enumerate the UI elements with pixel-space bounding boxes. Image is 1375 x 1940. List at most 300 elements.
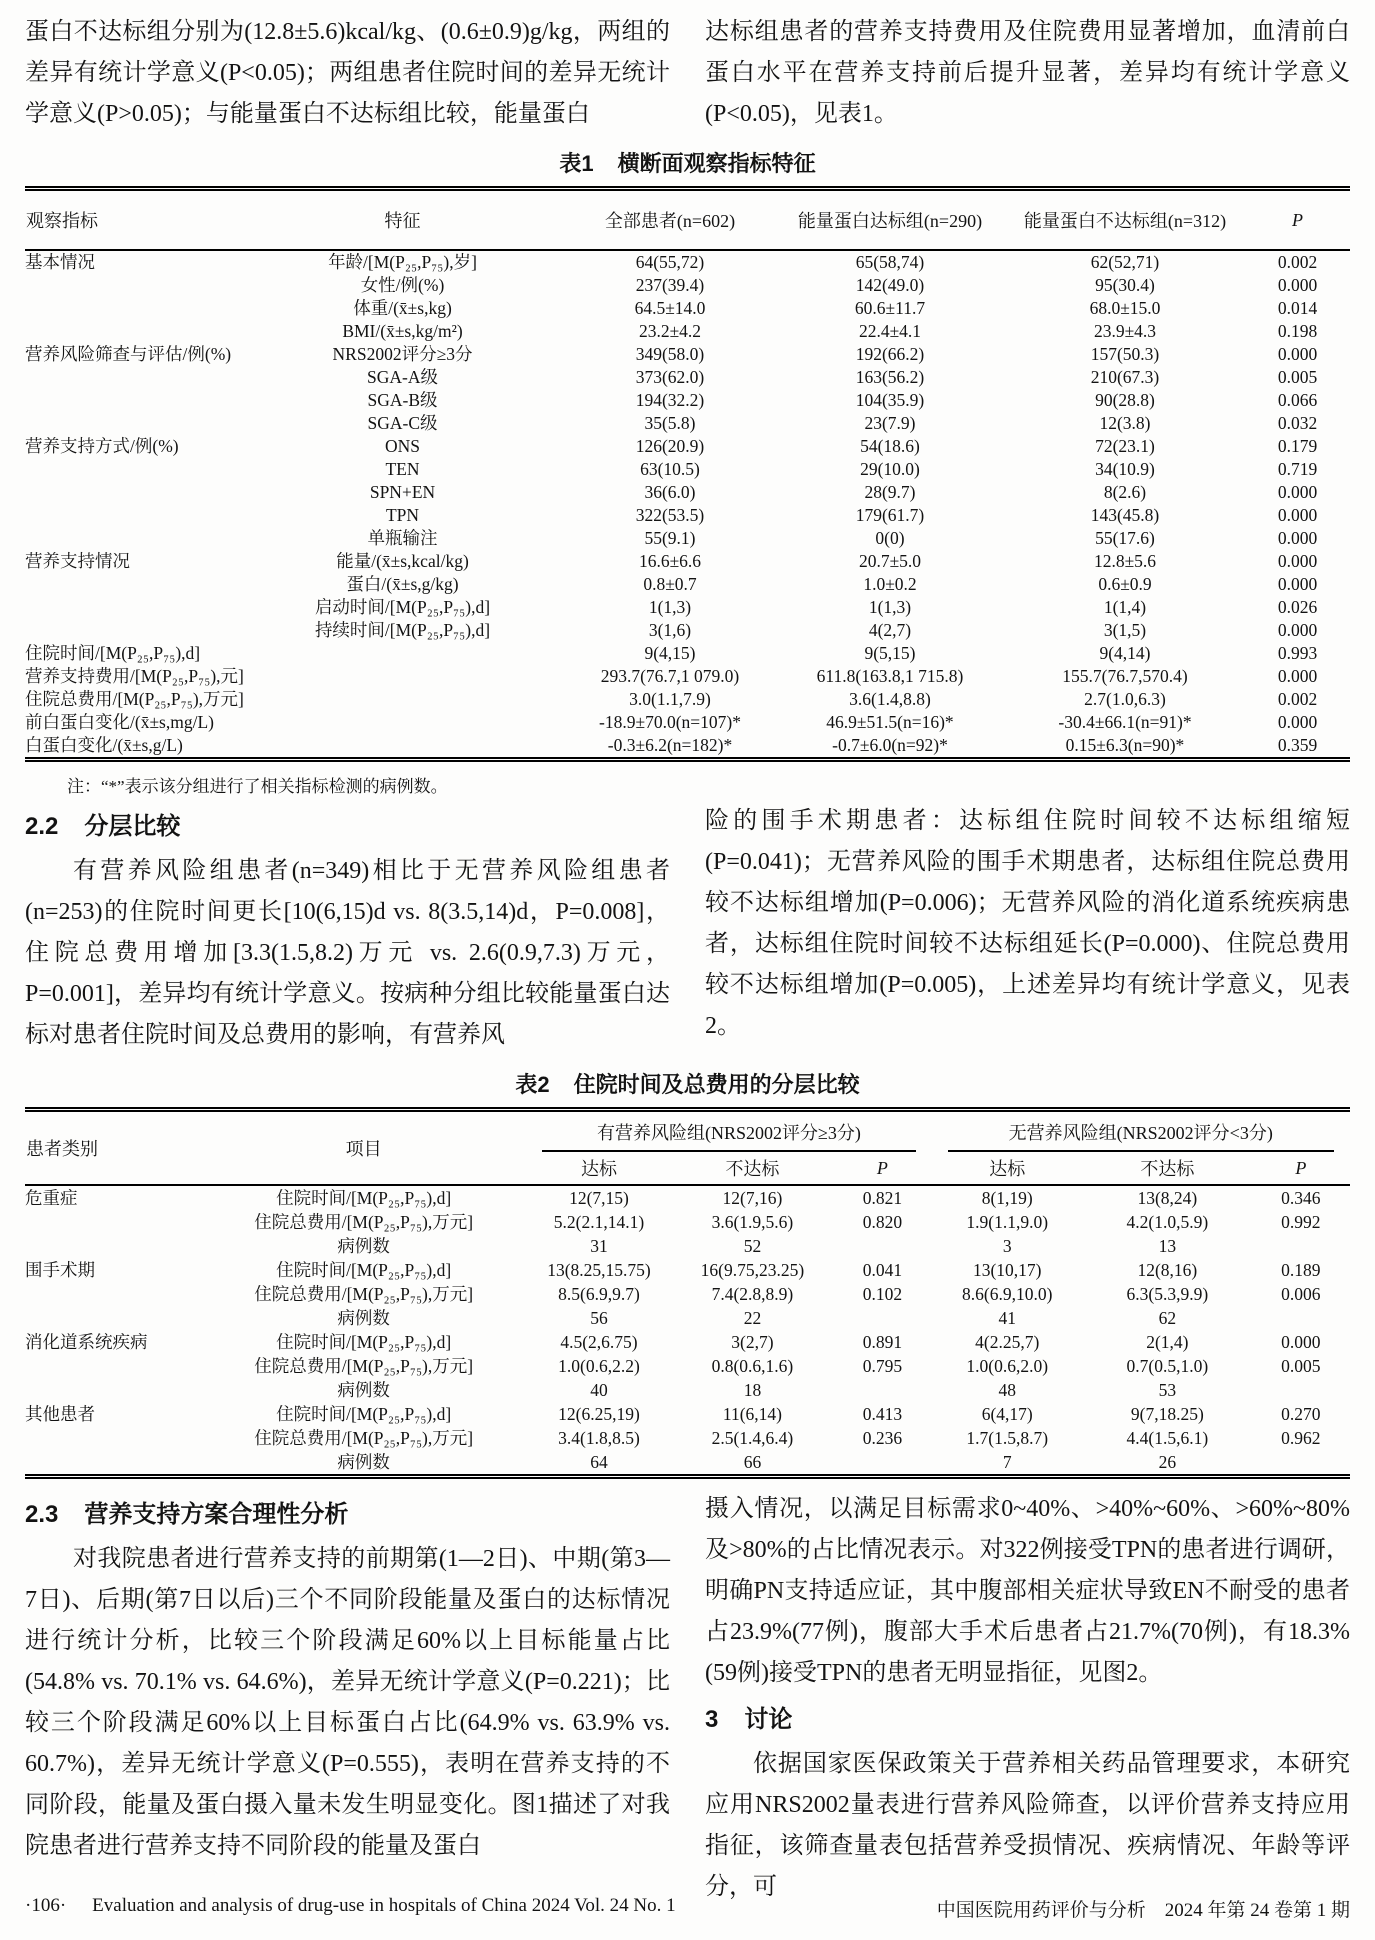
table1-row (25, 573, 1350, 596)
table2-cell: 0.891 (862, 1332, 903, 1352)
table1-cell: 237(39.4) (635, 275, 705, 295)
table1-cell: 3.6(1.4,8.8) (849, 689, 931, 709)
table1-cell (25, 412, 240, 435)
table1-cell: 女性/例(%) (360, 275, 445, 295)
table2-cell: 8(1,19) (981, 1188, 1033, 1208)
table1-cell: 55(9.1) (644, 528, 696, 548)
table2-cell: 3.4(1.8,8.5) (558, 1428, 640, 1448)
table1-cell: 0.005 (1277, 367, 1318, 387)
table1-row (25, 550, 1350, 573)
table2-cell: 48 (998, 1380, 1016, 1400)
table1-cell: 0.000 (1277, 551, 1318, 571)
table1-row (25, 619, 1350, 642)
table1-cell: 住院时间/[M(P₂₅,P₇₅),d] (25, 643, 201, 663)
table1-cell: 能量/(x̄±s,kcal/kg) (336, 551, 469, 571)
table2-cell: 1.7(1.5,8.7) (966, 1428, 1049, 1448)
table1-cell: 35(5.8) (644, 413, 696, 433)
table2-cell: 4(2.25,7) (975, 1332, 1040, 1352)
footer-journal-chinese: 中国医院用药评价与分析 2024 年第 24 卷第 1 期 (936, 1900, 1350, 1921)
section-3-paragraph: 依据国家医保政策关于营养相关药品管理要求，本研究应用NRS2002量表进行营养风险筛查，以评价营养支持应用指征，该筛查量表包括营养受损情况、疾病情况、年龄等评分，可 (705, 1751, 1350, 1900)
table1-cell: 373(62.0) (635, 367, 705, 387)
table2-cell: 0.8(0.6,1.6) (711, 1356, 794, 1376)
table1-cell: 64(55,72) (635, 252, 705, 272)
table2-cell: 4.5(2,6.75) (560, 1332, 638, 1352)
table1-cell: 55(17.6) (1095, 528, 1155, 548)
table1-cell (240, 642, 565, 665)
table2-cell: 0.006 (1281, 1284, 1321, 1304)
section-3-heading (705, 1700, 1350, 1740)
table2-cell: 住院时间/[M(P₂₅,P₇₅),d] (276, 1260, 452, 1280)
table2-cell (833, 1306, 931, 1330)
table2-cell: 31 (590, 1236, 608, 1256)
table1-row (25, 250, 1350, 274)
table1-cell (25, 389, 240, 412)
table1-cell (25, 366, 240, 389)
table1-cell: 46.9±51.5(n=16)* (826, 712, 954, 732)
table2-sub-达标-2: 达标 (932, 1152, 1083, 1185)
table1-cell: 营养支持情况 (25, 551, 130, 571)
table1-cell: 0(0) (875, 528, 905, 548)
page-footer (25, 1895, 1350, 1922)
table2-cell: 0.346 (1281, 1188, 1321, 1208)
table2-row (25, 1378, 1350, 1402)
table1-cell: 64.5±14.0 (634, 298, 706, 318)
table1-cell: 62(52,71) (1090, 252, 1160, 272)
table1-row (25, 366, 1350, 389)
table1-cell: 启动时间/[M(P₂₅,P₇₅),d] (314, 597, 491, 617)
footer-journal-english: Evaluation and analysis of drug-use in hospitals of China 2024 Vol. 24 No. 1 (92, 1895, 676, 1916)
table1-cell: 157(50.3) (1090, 344, 1160, 364)
section-2-3-right-paragraph: 摄入情况，以满足目标需求0~40%、>40%~60%、>60%~80%及>80%的占比情况表示。对322例接受TPN的患者进行调研，明确PN支持适应证，其中腹部相关症状导致EN不耐受的患者占23.9%(77例)，腹部大手术后患者占21.7%(70例)，有18.3%(59例)接受TPN的患者无明显指征，见图2。 (705, 1496, 1350, 1686)
table1-row (25, 665, 1350, 688)
section-2-2-heading (25, 807, 670, 847)
table2-cell: 3.6(1.9,5.6) (711, 1212, 794, 1232)
table1-cell: 23.2±4.2 (638, 321, 702, 341)
table2-cell: 8.6(6.9,10.0) (962, 1284, 1053, 1304)
table1-cell: 0.032 (1277, 413, 1318, 433)
table2-category-cell (25, 1450, 201, 1477)
table1-cell: 163(56.2) (855, 367, 925, 387)
table1-cell (25, 527, 240, 550)
table1-cell: 9(4,15) (644, 643, 696, 663)
table1-cell: TPN (385, 505, 420, 525)
section-2-3-title: 营养支持方案合理性分析 (84, 1501, 349, 1528)
table2-cell (1252, 1306, 1350, 1330)
table1-body (25, 250, 1350, 760)
table1-cell: 3(1,6) (648, 620, 692, 640)
table1-cell: 12.8±5.6 (1093, 551, 1157, 571)
table1-cell: 0.066 (1277, 390, 1318, 410)
table1-row (25, 504, 1350, 527)
table2-cell: 52 (743, 1236, 762, 1256)
table2-number: 表2 (515, 1072, 550, 1097)
table2-cell: 0.962 (1281, 1428, 1321, 1448)
table1-cell: 9(5,15) (864, 643, 916, 663)
table2-cell: 13(8.25,15.75) (547, 1260, 651, 1280)
table1-cell: 0.8±0.7 (643, 574, 697, 594)
table1-cell (25, 573, 240, 596)
table1-cell: 营养风险筛查与评估/例(%) (25, 344, 232, 364)
table1-cell: 16.6±6.6 (638, 551, 702, 571)
table1-cell: 349(58.0) (635, 344, 705, 364)
table1-cell: 0.15±6.3(n=90)* (1065, 735, 1185, 755)
table2-body (25, 1185, 1350, 1477)
table1-cell: -30.4±66.1(n=91)* (1058, 712, 1192, 732)
table1-row (25, 711, 1350, 734)
table1-cell (240, 665, 565, 688)
table2-group-without-risk: 无营养风险组(NRS2002评分<3分) (932, 1110, 1351, 1153)
table1-cell: 22.4±4.1 (858, 321, 922, 341)
table1-cell: 23.9±4.3 (1093, 321, 1157, 341)
table2-cell: 6.3(5.3,9.9) (1126, 1284, 1209, 1304)
table1-row (25, 527, 1350, 550)
table1-cell: 0.359 (1277, 735, 1318, 755)
table1-cell: 0.002 (1277, 252, 1318, 272)
table2-cell: 1.0(0.6,2.2) (558, 1356, 640, 1376)
table2-cell: 12(8,16) (1137, 1260, 1198, 1280)
table1-cell: 年龄/[M(P₂₅,P₇₅),岁] (328, 252, 477, 272)
table2-cell: 病例数 (337, 1380, 390, 1400)
table1-cell: TEN (385, 459, 420, 479)
table1-cell: 142(49.0) (855, 275, 925, 295)
table2-cell: 8.5(6.9,9.7) (558, 1284, 640, 1304)
table1-cell: 0.179 (1277, 436, 1318, 456)
table2-cell: 2(1,4) (1146, 1332, 1189, 1352)
table1-cell: -0.3±6.2(n=182)* (607, 735, 733, 755)
table1-cell: 63(10.5) (640, 459, 700, 479)
table1-cell (25, 297, 240, 320)
table2-sub-p-2: P (1252, 1152, 1350, 1185)
table1-cell: 0.000 (1277, 712, 1318, 732)
table2-cell: 住院总费用/[M(P₂₅,P₇₅),万元] (254, 1212, 474, 1232)
table1-cell: 前白蛋白变化/(x̄±s,mg/L) (25, 712, 214, 732)
table1-cell: 体重/(x̄±s,kg) (353, 298, 452, 318)
table2-cell: 56 (590, 1308, 608, 1328)
table1-cell: 住院总费用/[M(P₂₅,P₇₅),万元] (25, 689, 244, 709)
table1-cell: 1(1,3) (648, 597, 692, 617)
table2-cell: 2.5(1.4,6.4) (711, 1428, 794, 1448)
table1-cell: 3(1,5) (1103, 620, 1147, 640)
table1-cell: 12(3.8) (1099, 413, 1151, 433)
table2-sub-p-1: P (833, 1152, 931, 1185)
table1-cell: SPN+EN (369, 482, 436, 502)
top-paragraph-right: 达标组患者的营养支持费用及住院费用显著增加，血清前白蛋白水平在营养支持前后提升显著，差异均有统计学意义(P<0.05)，见表1。 (705, 19, 1350, 127)
table1-cell (25, 596, 240, 619)
table2-cell: 病例数 (337, 1452, 390, 1472)
table2-category-cell (25, 1426, 201, 1450)
table2-cell: 0.189 (1281, 1260, 1321, 1280)
table2-row (25, 1234, 1350, 1258)
table2-cell: 0.041 (862, 1260, 903, 1280)
table2-cell: 13(10,17) (972, 1260, 1042, 1280)
table2-cell (833, 1450, 931, 1477)
table2-row (25, 1402, 1350, 1426)
table1-cell: 0.014 (1277, 298, 1318, 318)
table2-cell: 12(7,16) (722, 1188, 783, 1208)
table1-cell: 9(4,14) (1099, 643, 1151, 663)
table2-cell: 3(2,7) (731, 1332, 774, 1352)
table2-category-cell (25, 1282, 201, 1306)
table2-cell: 7.4(2.8,8.9) (711, 1284, 794, 1304)
table1-cell: 90(28.8) (1095, 390, 1155, 410)
table1-cell (240, 688, 565, 711)
table1-cell: 蛋白/(x̄±s,g/kg) (346, 574, 459, 594)
table2-cell (1252, 1450, 1350, 1477)
footer-page-number: ·106· (25, 1895, 67, 1916)
table1-cell (25, 619, 240, 642)
table2-row (25, 1330, 1350, 1354)
table1-cell: ONS (384, 436, 420, 456)
table2-row (25, 1258, 1350, 1282)
section-2-2-right-paragraph: 险的围手术期患者：达标组住院时间较不达标组缩短(P=0.041)；无营养风险的围手术期患者，达标组住院总费用较不达标组增加(P=0.006)；无营养风险的消化道系统疾病患者，达标组住院时间较不达标组延长(P=0.000)、住院总费用较不达标组增加(P=0.005)，上述差异均有统计学意义，见表2。 (705, 808, 1350, 1039)
table2-cell: 64 (590, 1452, 608, 1472)
table2-category-cell: 其他患者 (25, 1404, 95, 1424)
table1-title (25, 147, 1350, 178)
table1-cell: 1(1,3) (868, 597, 912, 617)
table1-cell: 0.000 (1277, 344, 1318, 364)
table2-cell: 66 (743, 1452, 762, 1472)
table2-row (25, 1306, 1350, 1330)
table1-cell: 0.026 (1277, 597, 1318, 617)
table1-col-feature: 特征 (240, 189, 565, 251)
table1-cell: 20.7±5.0 (858, 551, 922, 571)
table2-row (25, 1282, 1350, 1306)
table2-cell: 0.821 (862, 1188, 903, 1208)
table2-sub-不达标-1: 不达标 (672, 1152, 834, 1185)
table1-cell: 0.000 (1277, 620, 1318, 640)
table2-title (25, 1068, 1350, 1099)
table1-cell: 179(61.7) (855, 505, 925, 525)
table2-cell: 0.795 (862, 1356, 903, 1376)
table2-cell: 0.236 (862, 1428, 903, 1448)
table2-cell: 4.2(1.0,5.9) (1126, 1212, 1209, 1232)
table2-col-item: 项目 (201, 1110, 526, 1186)
table2-row (25, 1450, 1350, 1477)
table1-row (25, 343, 1350, 366)
table1-cell: 293.7(76.7,1 079.0) (600, 666, 740, 686)
table1-cell: 611.8(163.8,1 715.8) (816, 666, 964, 686)
table2-col-category: 患者类别 (25, 1110, 201, 1186)
table1-row (25, 734, 1350, 760)
table2-category-cell (25, 1210, 201, 1234)
table2-cell: 0.005 (1281, 1356, 1321, 1376)
table1-cell: SGA-A级 (367, 367, 438, 387)
table1-cell: NRS2002评分≥3分 (332, 344, 473, 364)
section-2-2-left-paragraph: 有营养风险组患者(n=349)相比于无营养风险组患者(n=253)的住院时间更长[10(6,15)d vs. 8(3.5,14)d，P=0.008]，住院总费用增加[3.3(1.5,8.2)万元 vs. 2.6(0.9,7.3)万元，P=0.001]，差异均有统计学意义。按病种分组比较能量蛋白达标对患者住院时间及总费用的影响，有营养风 (25, 858, 670, 1048)
table1-cell: 192(66.2) (855, 344, 925, 364)
table2-category-cell (25, 1378, 201, 1402)
table2-cell: 0.992 (1281, 1212, 1321, 1232)
table1-row (25, 297, 1350, 320)
table2-sub-不达标-2: 不达标 (1083, 1152, 1252, 1185)
table2-cell: 住院时间/[M(P₂₅,P₇₅),d] (276, 1332, 452, 1352)
table1 (25, 186, 1350, 762)
table2-category-cell: 围手术期 (25, 1260, 95, 1280)
table1-row (25, 688, 1350, 711)
table2-row (25, 1426, 1350, 1450)
table1-cell: 0.000 (1277, 528, 1318, 548)
table1-caption: 横断面观察指标特征 (617, 151, 816, 176)
table2-cell: 1.0(0.6,2.0) (966, 1356, 1049, 1376)
table1-cell: SGA-B级 (367, 390, 438, 410)
table2-cell: 住院时间/[M(P₂₅,P₇₅),d] (276, 1188, 452, 1208)
table1-cell: 54(18.6) (860, 436, 920, 456)
table1-cell: 322(53.5) (635, 505, 705, 525)
table2-cell: 病例数 (337, 1236, 390, 1256)
table1-cell (25, 481, 240, 504)
table2-row (25, 1185, 1350, 1210)
table2-cell: 13(8,24) (1137, 1188, 1198, 1208)
table1-cell: 104(35.9) (855, 390, 925, 410)
table1-row (25, 642, 1350, 665)
table1-cell: 126(20.9) (635, 436, 705, 456)
table1-row (25, 320, 1350, 343)
table2-cell: 11(6,14) (722, 1404, 782, 1424)
table2-cell: 住院时间/[M(P₂₅,P₇₅),d] (276, 1404, 452, 1424)
table1-cell: 194(32.2) (635, 390, 705, 410)
table1-header-row (25, 189, 1350, 251)
table1-cell: -18.9±70.0(n=107)* (599, 712, 741, 732)
table1-cell: 0.6±0.9 (1098, 574, 1152, 594)
table1-row (25, 274, 1350, 297)
top-text-columns (25, 12, 1350, 135)
table2-cell: 41 (998, 1308, 1016, 1328)
table2-cell (1252, 1234, 1350, 1258)
table2-cell: 5.2(2.1,14.1) (553, 1212, 645, 1232)
table2-category-cell: 危重症 (25, 1188, 78, 1208)
table1-cell: 28(9.7) (864, 482, 916, 502)
table1-row (25, 458, 1350, 481)
table1-cell: 29(10.0) (860, 459, 920, 479)
table1-cell: 68.0±15.0 (1089, 298, 1161, 318)
table1-cell: 营养支持方式/例(%) (25, 436, 179, 456)
table2-category-cell (25, 1306, 201, 1330)
table1-cell: 1.0±0.2 (863, 574, 917, 594)
table1-cell (25, 458, 240, 481)
table2-cell: 0.820 (862, 1212, 903, 1232)
section-2-2-title: 分层比较 (84, 813, 181, 840)
table1-cell: 0.000 (1277, 505, 1318, 525)
table2 (25, 1107, 1350, 1479)
table1-cell (25, 320, 240, 343)
table1-cell: 单瓶输注 (367, 528, 438, 548)
table2-cell: 住院总费用/[M(P₂₅,P₇₅),万元] (254, 1428, 474, 1448)
table2-cell: 0.000 (1281, 1332, 1321, 1352)
table2-cell: 16(9.75,23.25) (700, 1260, 805, 1280)
table1-cell: 60.6±11.7 (854, 298, 926, 318)
table2-cell (833, 1234, 931, 1258)
table1-cell: 0.000 (1277, 275, 1318, 295)
table2-category-cell (25, 1354, 201, 1378)
table2-cell: 住院总费用/[M(P₂₅,P₇₅),万元] (254, 1284, 474, 1304)
table2-cell: 6(4,17) (981, 1404, 1033, 1424)
table2-cell: 0.7(0.5,1.0) (1126, 1356, 1209, 1376)
table2-cell: 12(7,15) (569, 1188, 629, 1208)
table1-header (25, 189, 1350, 251)
table1-cell: -0.7±6.0(n=92)* (832, 735, 948, 755)
table2-cell: 26 (1158, 1452, 1177, 1472)
table2-cell (833, 1378, 931, 1402)
table1-number: 表1 (559, 151, 594, 176)
table1-cell: 0.198 (1277, 321, 1318, 341)
table2-cell: 3 (1002, 1236, 1012, 1256)
table2-cell: 病例数 (337, 1308, 390, 1328)
table1-cell: 155.7(76.7,570.4) (1062, 666, 1188, 686)
table1-cell (240, 711, 565, 734)
table1-cell: 65(58,74) (855, 252, 925, 272)
table1-row (25, 596, 1350, 619)
table1-cell: 0.000 (1277, 482, 1318, 502)
table2-header (25, 1110, 1350, 1186)
table2-cell: 62 (1158, 1308, 1177, 1328)
table2-category-cell (25, 1234, 201, 1258)
table1-cell: 0.000 (1277, 574, 1318, 594)
table1-cell: 0.993 (1277, 643, 1318, 663)
table2-cell: 53 (1158, 1380, 1177, 1400)
table1-cell: 210(67.3) (1090, 367, 1160, 387)
section-3-number: 3 (705, 1706, 719, 1733)
table2-cell: 0.413 (862, 1404, 903, 1424)
section-2-3-left-paragraph: 对我院患者进行营养支持的前期第(1—2日)、中期(第3—7日)、后期(第7日以后)三个不同阶段能量及蛋白的达标情况进行统计分析，比较三个阶段满足60%以上目标能量占比(54.8% vs. 70.1% vs. 64.6%)，差异无统计学意义(P=0.221)；比较三个阶段满足60%以上目标蛋白占比(64.9% vs. 63.9% vs. 60.7%)，差异无统计学意义(P=0.555)，表明在营养支持的不同阶段，能量及蛋白摄入量未发生明显变化。图1描述了对我院患者进行营养支持不同阶段的能量及蛋白 (25, 1546, 670, 1859)
table1-col-all: 全部患者(n=602) (565, 189, 775, 251)
table1-cell: 营养支持费用/[M(P₂₅,P₇₅),元] (25, 666, 244, 686)
table1-cell: BMI/(x̄±s,kg/m²) (342, 321, 463, 341)
table2-group-header-row (25, 1110, 1350, 1153)
table1-cell: 143(45.8) (1090, 505, 1160, 525)
table2-cell: 0.270 (1281, 1404, 1321, 1424)
table1-cell: 白蛋白变化/(x̄±s,g/L) (25, 735, 183, 755)
table2-cell: 13 (1158, 1236, 1177, 1256)
table1-col-不达标组: 能量蛋白不达标组(n=312) (1005, 189, 1245, 251)
table1-cell: 8(2.6) (1103, 482, 1147, 502)
table2-cell: 4.4(1.5,6.1) (1126, 1428, 1209, 1448)
table1-row (25, 412, 1350, 435)
table1-row (25, 481, 1350, 504)
top-paragraph-left: 蛋白不达标组分别为(12.8±5.6)kcal/kg、(0.6±0.9)g/kg，两组的差异有统计学意义(P<0.05)；两组患者住院时间的差异无统计学意义(P>0.05)；与能量蛋白不达标组比较，能量蛋白 (25, 19, 670, 127)
table1-cell: 基本情况 (25, 252, 95, 272)
table1-cell: 72(23.1) (1095, 436, 1155, 456)
table2-cell: 9(7,18.25) (1130, 1404, 1204, 1424)
table2-group-with-risk: 有营养风险组(NRS2002评分≥3分) (526, 1110, 931, 1153)
table1-col-p: P (1245, 189, 1350, 251)
table2-cell: 7 (1002, 1452, 1012, 1472)
table1-cell (25, 504, 240, 527)
table1-row (25, 435, 1350, 458)
table1-row (25, 389, 1350, 412)
table1-cell: 95(30.4) (1095, 275, 1155, 295)
table1-col-达标组: 能量蛋白达标组(n=290) (775, 189, 1005, 251)
table2-row (25, 1210, 1350, 1234)
section-3-title: 讨论 (744, 1706, 793, 1733)
table2-cell: 22 (743, 1308, 762, 1328)
table1-cell: 2.7(1.0,6.3) (1084, 689, 1166, 709)
table2-cell: 0.102 (862, 1284, 903, 1304)
table2-sub-达标-1: 达标 (526, 1152, 671, 1185)
table1-col-observed: 观察指标 (25, 189, 240, 251)
table1-cell: 0.719 (1277, 459, 1318, 479)
table1-cell: 23(7.9) (864, 413, 916, 433)
section-2-3-and-3 (25, 1489, 1350, 1908)
table1-cell (240, 734, 565, 760)
table1-cell (25, 274, 240, 297)
table2-row (25, 1354, 1350, 1378)
table1-cell: 0.002 (1277, 689, 1318, 709)
table2-cell: 住院总费用/[M(P₂₅,P₇₅),万元] (254, 1356, 474, 1376)
table1-cell: 36(6.0) (644, 482, 696, 502)
table2-caption: 住院时间及总费用的分层比较 (573, 1072, 860, 1097)
table1-cell: 0.000 (1277, 666, 1318, 686)
table1-cell: 3.0(1.1,7.9) (629, 689, 711, 709)
